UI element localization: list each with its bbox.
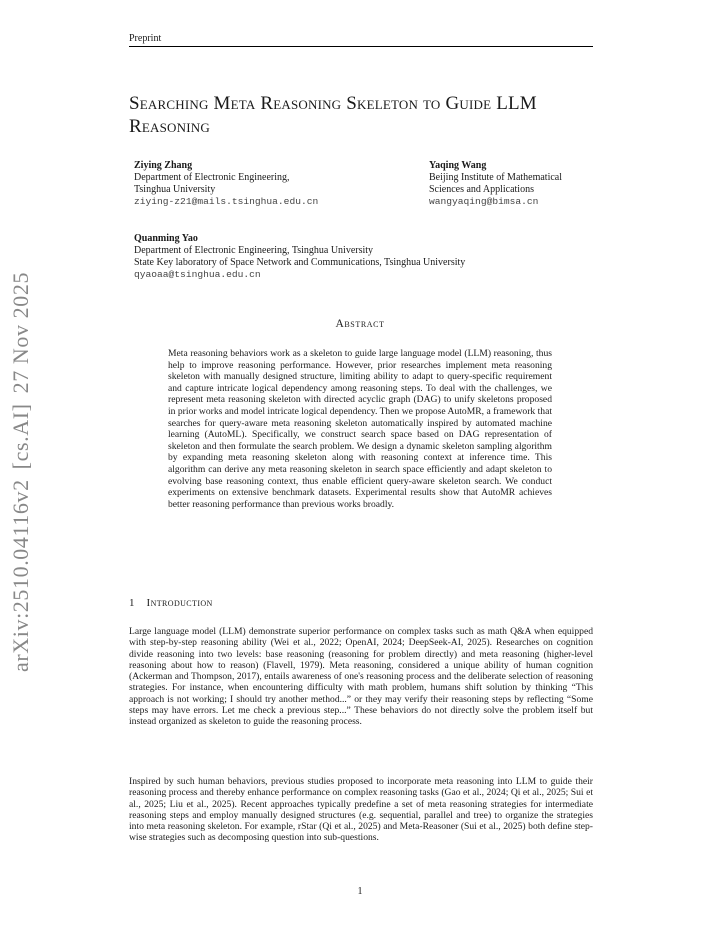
author-affiliation: State Key laboratory of Space Network and Communications, Tsinghua University — [134, 257, 466, 268]
abstract-text: Meta reasoning behaviors work as a skeleton to guide large language model (LLM) reasoning, thus help to improve reasoning performance. However, prior researches implement meta reasoning skeleton with manually designed structure, limiting ability to adapt to query-specific requirement and capture intricate logical dependency among reasoning steps. To deal with the challenges, we represent meta reasoning skeleton with directed acyclic graph (DAG) to unify skeletons proposed in prior works and model intricate logical dependency. Then we propose AutoMR, a framework that searches for query-aware meta reasoning skeleton automatically inspired by automated machine learning (AutoML). Specifically, we construct search space based on DAG representation of skeleton and then formulate the search problem. We design a dynamic skeleton sampling algorithm by expanding meta reasoning skeleton along with reasoning context at inference time. This algorithm can derive any meta reasoning skeleton in search space efficiently and adapt skeleton to evolving base reasoning context, thus enable efficient query-aware skeleton search. We conduct experiments on extensive benchmark datasets. Experimental results show that AutoMR achieves better reasoning performance than previous works broadly. — [168, 348, 552, 510]
author-affiliation: Tsinghua University — [134, 184, 216, 195]
author-name: Ziying Zhang — [134, 160, 193, 171]
author-block-1 — [134, 160, 318, 208]
header-rule — [129, 46, 593, 47]
running-header: Preprint — [129, 33, 162, 44]
author-name: Quanming Yao — [134, 233, 198, 244]
author-email[interactable]: wangyaqing@bimsa.cn — [429, 196, 539, 207]
author-affiliation: Beijing Institute of Mathematical — [429, 172, 563, 183]
paper-title: Searching Meta Reasoning Skeleton to Guide LLM Reasoning — [129, 93, 537, 137]
author-affiliation: Sciences and Applications — [429, 184, 534, 195]
arxiv-id[interactable]: arXiv:2510.04116v2 — [8, 479, 33, 672]
arxiv-category: [cs.AI] — [8, 403, 33, 470]
section-number: 1 — [129, 597, 135, 609]
section-title: Introduction — [146, 597, 213, 609]
author-affiliation: Department of Electronic Engineering, Tsinghua University — [134, 245, 374, 256]
intro-paragraph-1: Large language model (LLM) demonstrate superior performance on complex tasks such as math Q&A when equipped with step-by-step reasoning ability (Wei et al., 2022; OpenAI, 2024; DeepSeek-AI, 2025). Researches on cognition divide reasoning into two levels: base reasoning (reasoning for problem directly) and meta reasoning (higher-level reasoning about how to reason) (Flavell, 1979). Meta reasoning, considered a unique ability of human cognition (Ackerman and Thompson, 2017), entails awareness of one's reasoning process and the deliberate selection of reasoning strategies. For instance, when encountering difficulty with math problem, humans shift solution by thinking “This approach is not working; I should try another method...” or they may verify their reasoning steps by reflecting “Some steps may have errors. Let me check a previous step...” These behaviors do not directly solve the problem itself but instead organized as skeleton to guide the reasoning process. — [129, 626, 593, 728]
arxiv-date: 27 Nov 2025 — [8, 271, 33, 394]
author-block-3 — [134, 233, 465, 281]
section-heading-introduction — [129, 597, 213, 609]
abstract-heading: Abstract — [335, 318, 385, 330]
author-block-2 — [429, 160, 562, 208]
author-affiliation: Department of Electronic Engineering, — [134, 172, 290, 183]
author-email[interactable]: ziying-z21@mails.tsinghua.edu.cn — [134, 196, 319, 207]
intro-paragraph-2: Inspired by such human behaviors, previous studies proposed to incorporate meta reasoning into LLM to guide their reasoning process and thereby enhance performance on complex reasoning tasks (Gao et al., 2024; Qi et al., 2025; Sui et al., 2025; Liu et al., 2025). Recent approaches typically predefine a set of meta reasoning strategies for intermediate reasoning steps and employ manually designed structures (e.g. sequential, parallel and tree) to organize the strategies into meta reasoning skeleton. For example, rStar (Qi et al., 2025) and Meta-Reasoner (Sui et al., 2025) both define step-wise strategies such as decomposing question into sub-questions. — [129, 776, 593, 844]
page-number: 1 — [357, 886, 363, 897]
author-email[interactable]: qyaoaa@tsinghua.edu.cn — [134, 269, 261, 280]
author-name: Yaqing Wang — [429, 160, 487, 171]
